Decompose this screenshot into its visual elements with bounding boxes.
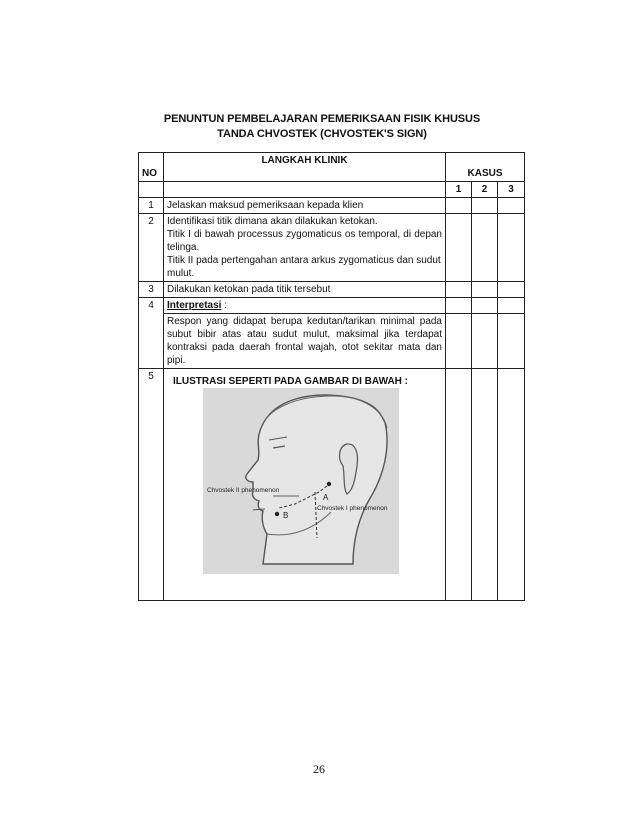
subheader-blank-langkah [164,182,446,198]
check-cell[interactable] [446,198,472,214]
check-cell[interactable] [498,298,525,314]
row-number: 1 [139,198,164,214]
check-cell[interactable] [472,298,498,314]
check-cell[interactable] [472,282,498,298]
check-cell[interactable] [498,314,525,369]
page-number: 26 [313,762,325,776]
kasus-col-2: 2 [472,182,498,198]
header-no-cell [139,153,164,182]
header-langkah-label: LANGKAH KLINIK [261,155,348,166]
chvostek-1-label: Chvostek I phenomenon [317,505,388,512]
step-line: Titik I di bawah processus zygomaticus os temporal, di depan telinga. [167,229,442,253]
step-line: Identifikasi titik dimana akan dilakukan ketokan. [167,216,378,227]
row-number: 5 [139,369,164,601]
row-step-text: ILUSTRASI SEPERTI PADA GAMBAR DI BAWAH : [173,376,409,387]
title-line-1: PENUNTUN PEMBELAJARAN PEMERIKSAAN FISIK KHUSUS [163,113,481,125]
illustration-cell [164,369,446,601]
check-cell[interactable] [446,282,472,298]
point-a-marker [327,482,331,486]
clinical-steps-table [138,152,525,601]
row-step-text [164,298,446,314]
row-step-text: Jelaskan maksud pemeriksaan kepada klien [164,198,446,214]
header-kasus [446,153,525,182]
check-cell[interactable] [472,214,498,282]
check-cell[interactable] [446,214,472,282]
check-cell[interactable] [498,369,525,601]
row-step-text: Dilakukan ketokan pada titik tersebut [164,282,446,298]
table-row [139,282,525,298]
document-title [138,112,506,142]
chvostek-illustration [203,388,399,574]
table-row [139,369,525,601]
row-number-blank [139,314,164,369]
kasus-col-3: 3 [498,182,525,198]
check-cell[interactable] [446,314,472,369]
row-number: 4 [139,298,164,314]
table-row [139,298,525,314]
point-b-marker [275,512,279,516]
row-step-text [164,214,446,282]
check-cell[interactable] [446,369,472,601]
table-row [139,314,525,369]
chvostek-2-label: Chvostek II phenomenon [207,487,280,494]
step-line: Titik II pada pertengahan antara arkus zygomaticus dan sudut mulut. [167,255,441,279]
table-row [139,214,525,282]
check-cell[interactable] [498,198,525,214]
subheader-blank-no [139,182,164,198]
check-cell[interactable] [472,369,498,601]
kasus-col-1: 1 [446,182,472,198]
point-a-label: A [323,493,329,502]
row-number: 3 [139,282,164,298]
table-header-row [139,153,525,182]
check-cell[interactable] [498,282,525,298]
interpretasi-label: Interpretasi [167,300,222,311]
header-no: NO [142,168,157,179]
title-line-2: TANDA CHVOSTEK (CHVOSTEK'S SIGN) [217,128,427,140]
check-cell[interactable] [472,314,498,369]
table-row [139,198,525,214]
point-b-label: B [283,511,289,520]
check-cell[interactable] [472,198,498,214]
interpretasi-suffix: : [221,300,228,311]
check-cell[interactable] [498,214,525,282]
table-subheader-row [139,182,525,198]
header-langkah-klinik [164,153,446,182]
check-cell[interactable] [446,298,472,314]
row-number: 2 [139,214,164,282]
header-kasus-label: KASUS [467,168,503,179]
interpretasi-detail: Respon yang didapat berupa kedutan/tarikan minimal pada subut bibir atas atau sudut mulut, maksimal jika terdapat kontraksi pada daerah frontal wajah, otot sekitar mata dan pipi. [164,314,446,369]
